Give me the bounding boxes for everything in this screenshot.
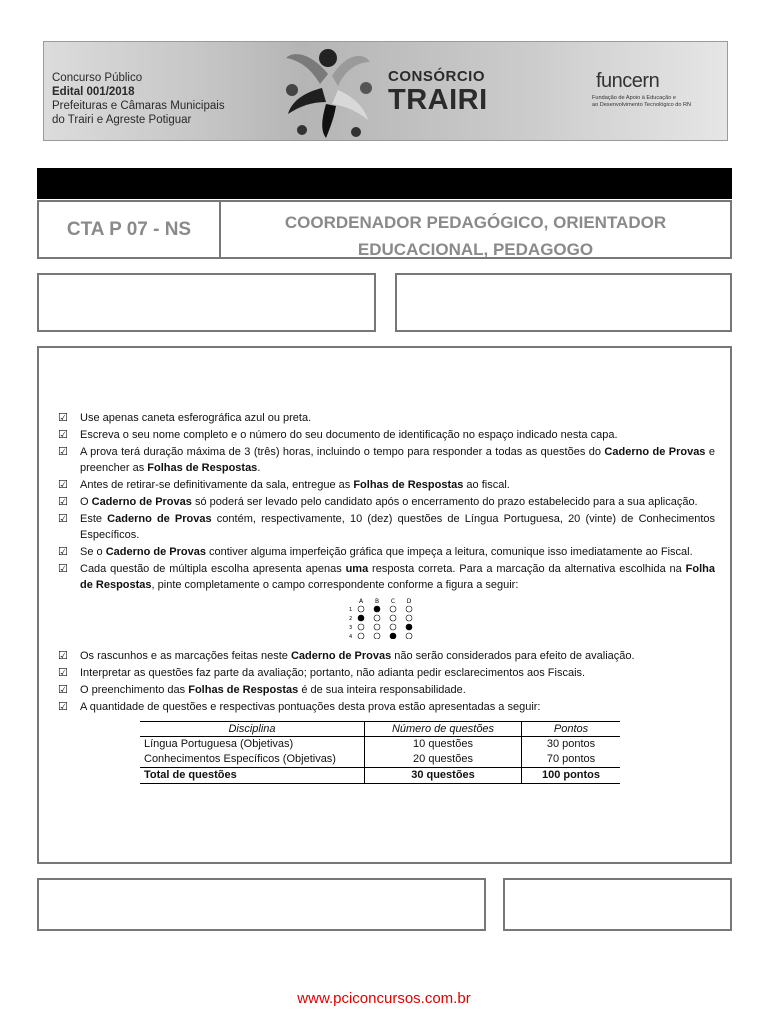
- answer-bubble: [358, 624, 364, 630]
- table-header: Pontos: [522, 722, 621, 737]
- table-cell: 30 questões: [365, 768, 522, 784]
- contest-type: Concurso Público: [52, 72, 143, 84]
- answer-bubble: [390, 606, 396, 612]
- instruction-segment: .: [257, 462, 261, 474]
- instruction-emphasis: Folhas de Respostas: [147, 462, 258, 474]
- instruction-segment: , pinte completamente o campo correspondente conforme a figura a seguir:: [151, 579, 519, 591]
- table-cell: 100 pontos: [522, 768, 621, 784]
- instruction-segment: Cada questão de múltipla escolha apresenta apenas: [80, 563, 346, 575]
- checkbox-checked-icon: ☑: [58, 545, 68, 558]
- checkbox-checked-icon: ☑: [58, 512, 68, 525]
- instruction-segment: contém, respectivamente, 10 (dez) questões de Língua Portuguesa, 20 (vinte) de Conhecimentos Específicos.: [80, 513, 715, 541]
- instruction-text: [80, 561, 715, 593]
- instruction-segment: Os rascunhos e as marcações feitas neste: [80, 650, 291, 662]
- answer-bubble-filled: [406, 624, 412, 630]
- instructions-items-after: [58, 648, 715, 715]
- instruction-text: [80, 648, 715, 664]
- checkbox-checked-icon: ☑: [58, 495, 68, 508]
- instruction-segment: contiver alguma imperfeição gráfica que impeça a leitura, comunique isso imediatamente ao Fiscal.: [205, 546, 693, 558]
- list-item: [58, 444, 715, 476]
- figure-column-label: C: [390, 598, 396, 605]
- instruction-segment: O preenchimento das: [80, 684, 189, 696]
- table-cell: 30 pontos: [546, 738, 596, 750]
- instruction-segment: A quantidade de questões e respectivas pontuações desta prova estão apresentadas a seguir:: [80, 701, 541, 713]
- exam-title-box: [37, 200, 732, 259]
- instruction-emphasis: Folha de Respostas: [80, 563, 715, 591]
- consorcio-star-logo: [282, 44, 374, 140]
- table-row: [140, 737, 620, 753]
- list-item: [58, 427, 715, 443]
- list-item: [58, 682, 715, 698]
- instruction-segment: não serão considerados para efeito de avaliação.: [391, 650, 635, 662]
- instruction-segment: Este: [80, 513, 108, 525]
- answer-bubble: [374, 624, 380, 630]
- exam-role-line2: EDUCACIONAL, PEDAGOGO: [357, 240, 594, 259]
- instruction-text: [80, 544, 715, 560]
- instructions-items: [58, 410, 715, 593]
- instruction-text: [80, 494, 715, 510]
- list-item: [58, 511, 715, 543]
- checkbox-checked-icon: ☑: [58, 445, 68, 458]
- contest-entity-line2: do Trairi e Agreste Potiguar: [52, 114, 192, 126]
- table-cell: Língua Portuguesa (Objetivas): [140, 737, 365, 753]
- instruction-text: [80, 511, 715, 543]
- instruction-segment: e preencher as: [80, 446, 715, 474]
- instruction-text: [80, 444, 715, 476]
- instructions-box: [37, 346, 732, 864]
- instruction-emphasis: Caderno de Provas: [604, 446, 706, 458]
- instruction-emphasis: Folhas de Respostas: [353, 479, 464, 491]
- instruction-segment: Se o: [80, 546, 106, 558]
- answer-bubble: [358, 606, 364, 612]
- list-item: [58, 477, 715, 493]
- black-title-bar: [37, 168, 732, 199]
- edital-number: Edital 001/2018: [52, 86, 135, 98]
- exam-code: CTA P 07 - NS: [39, 202, 221, 257]
- candidate-id-box[interactable]: [395, 273, 732, 332]
- checkbox-checked-icon: ☑: [58, 428, 68, 441]
- figure-column-label: D: [406, 598, 412, 605]
- answer-bubble: [374, 633, 380, 639]
- answer-bubble: [406, 615, 412, 621]
- room-box[interactable]: [503, 878, 732, 931]
- instruction-text: [80, 477, 715, 493]
- funcern-subtitle-1: Fundação de Apoio à Educação e: [592, 95, 676, 101]
- candidate-name-box[interactable]: [37, 273, 376, 332]
- header-banner: [43, 41, 728, 141]
- figure-row-label: 4: [349, 634, 353, 639]
- list-item: [58, 561, 715, 593]
- instruction-segment: resposta correta. Para a marcação da alternativa escolhida na: [368, 563, 686, 575]
- instruction-text: [80, 682, 715, 698]
- list-item: [58, 665, 715, 681]
- table-cell: 20 questões: [365, 752, 522, 768]
- table-header: Número de questões: [365, 722, 522, 737]
- instruction-segment: é de sua inteira responsabilidade.: [298, 684, 466, 696]
- instruction-text: [80, 427, 715, 443]
- table-cell: Conhecimentos Específicos (Objetivas): [140, 752, 365, 768]
- instruction-segment: A prova terá duração máxima de 3 (três) horas, incluindo o tempo para responder a todas as questões do: [80, 446, 605, 458]
- answer-bubble: [406, 633, 412, 639]
- answer-bubble-filled: [390, 633, 396, 639]
- exam-role-line1: COORDENADOR PEDAGÓGICO, ORIENTADOR: [284, 213, 667, 232]
- contest-entity-line1: Prefeituras e Câmaras Municipais: [52, 100, 225, 112]
- footer-url[interactable]: www.pciconcursos.com.br: [297, 990, 471, 1007]
- checkbox-checked-icon: ☑: [58, 478, 68, 491]
- instruction-segment: só poderá ser levado pelo candidato após o encerramento do prazo estabelecido para a sua aplicação.: [191, 496, 698, 508]
- checkbox-checked-icon: ☑: [58, 683, 68, 696]
- instruction-emphasis: Folhas de Respostas: [188, 684, 299, 696]
- checkbox-checked-icon: ☑: [58, 700, 68, 713]
- list-item: [58, 494, 715, 510]
- instruction-text: [80, 699, 715, 715]
- instructions-list: [58, 410, 715, 784]
- signature-box[interactable]: [37, 878, 486, 931]
- instruction-emphasis: uma: [345, 563, 369, 575]
- instruction-text: [80, 410, 715, 426]
- checkbox-checked-icon: ☑: [58, 562, 68, 575]
- instruction-text: [80, 665, 715, 681]
- answer-marking-figure: [343, 597, 423, 639]
- exam-role: [221, 209, 730, 263]
- answer-bubble-filled: [374, 606, 380, 612]
- brand-wordmark: [388, 68, 488, 115]
- table-cell: 10 questões: [365, 737, 522, 753]
- list-item: [58, 410, 715, 426]
- figure-row-label: 2: [349, 616, 353, 622]
- figure-column-label: A: [358, 598, 364, 605]
- answer-bubble-filled: [358, 615, 364, 621]
- figure-column-label: B: [374, 598, 380, 605]
- checkbox-checked-icon: ☑: [58, 649, 68, 662]
- table-cell: 70 pontos: [546, 753, 596, 765]
- brand-line1: CONSÓRCIO: [388, 68, 486, 85]
- instruction-segment: Use apenas caneta esferográfica azul ou preta.: [80, 412, 312, 424]
- scores-table: [140, 721, 620, 784]
- list-item: [58, 699, 715, 715]
- checkbox-checked-icon: ☑: [58, 666, 68, 679]
- table-header: Disciplina: [140, 722, 365, 737]
- list-item: [58, 648, 715, 664]
- instruction-segment: Antes de retirar-se definitivamente da sala, entregue as: [80, 479, 354, 491]
- funcern-subtitle-2: ao Desenvolvimento Tecnológico do RN: [592, 102, 692, 108]
- table-row: [140, 752, 620, 768]
- list-item: [58, 544, 715, 560]
- instruction-emphasis: Caderno de Provas: [107, 513, 212, 525]
- checkbox-checked-icon: ☑: [58, 411, 68, 424]
- answer-bubble: [390, 615, 396, 621]
- instruction-emphasis: Caderno de Provas: [105, 546, 206, 558]
- answer-bubble: [358, 633, 364, 639]
- answer-bubble: [406, 606, 412, 612]
- instruction-segment: O: [80, 496, 92, 508]
- figure-row-label: 3: [349, 625, 353, 631]
- answer-bubble: [390, 624, 396, 630]
- instruction-emphasis: Caderno de Provas: [91, 496, 192, 508]
- table-cell: Total de questões: [140, 768, 365, 784]
- instruction-segment: ao fiscal.: [463, 479, 510, 491]
- table-total-row: [140, 768, 620, 784]
- instruction-segment: Escreva o seu nome completo e o número do seu documento de identificação no espaço indicado nesta capa.: [80, 429, 618, 441]
- figure-row-label: 1: [349, 607, 353, 613]
- answer-bubble: [374, 615, 380, 621]
- instruction-segment: Interpretar as questões faz parte da avaliação; portanto, não adianta pedir esclarecimentos aos Fiscais.: [80, 667, 586, 679]
- instruction-emphasis: Caderno de Provas: [290, 650, 392, 662]
- funcern-name: funcern: [596, 70, 660, 92]
- contest-info: [52, 71, 225, 127]
- funcern-logo: [592, 70, 722, 109]
- brand-line2: TRAIRI: [388, 84, 488, 116]
